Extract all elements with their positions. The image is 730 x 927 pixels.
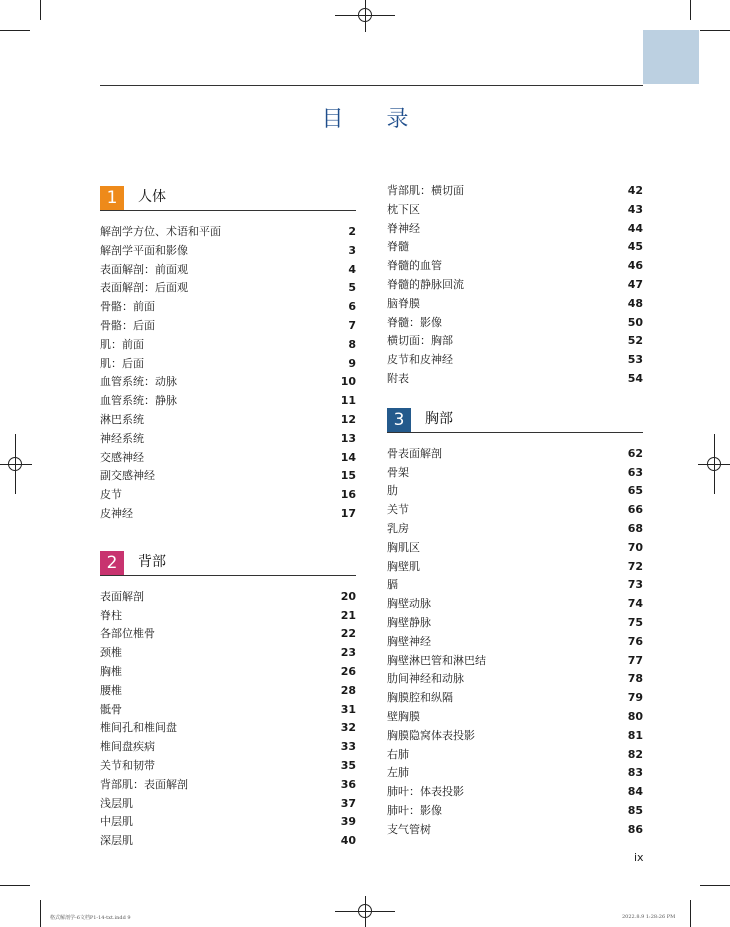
chapter-color-tab — [643, 30, 699, 84]
toc-entry-page: 10 — [340, 375, 356, 389]
toc-entry-label: 关节 — [387, 503, 409, 517]
toc-entry-page: 15 — [340, 469, 356, 483]
toc-entry-page: 13 — [340, 431, 356, 445]
section-2 — [100, 547, 356, 851]
toc-entry-page: 82 — [627, 747, 643, 761]
toc-entry[interactable] — [387, 576, 643, 595]
toc-entry-label: 中层肌 — [100, 815, 133, 829]
toc-entry-label: 皮节和皮神经 — [387, 353, 453, 367]
toc-entry[interactable] — [100, 392, 356, 411]
page-title: 目 录 — [321, 107, 427, 132]
toc-entry[interactable] — [387, 332, 643, 351]
toc-entry-label: 皮节 — [100, 488, 122, 502]
toc-entry-label: 腰椎 — [100, 683, 122, 697]
toc-entry[interactable] — [100, 373, 356, 392]
toc-entry-label: 肌：后面 — [100, 356, 144, 370]
toc-entry[interactable] — [387, 520, 643, 539]
toc-entry-page: 85 — [627, 803, 643, 817]
toc-entry-label: 脑脊膜 — [387, 296, 420, 310]
toc-entry[interactable] — [100, 663, 356, 682]
toc-entry-label: 骨表面解剖 — [387, 446, 442, 460]
toc-entry-page: 73 — [627, 578, 643, 592]
toc-entry[interactable] — [387, 633, 643, 652]
toc-entry-label: 各部位椎骨 — [100, 627, 155, 641]
toc-entry-page: 9 — [348, 356, 356, 370]
toc-entry[interactable] — [387, 370, 643, 389]
toc-entry[interactable] — [100, 644, 356, 663]
toc-entry[interactable] — [100, 795, 356, 814]
toc-entry-page: 28 — [340, 683, 356, 697]
toc-entry-page: 39 — [340, 815, 356, 829]
toc-entry-label: 背部肌：表面解剖 — [100, 777, 188, 791]
toc-entry-page: 65 — [627, 484, 643, 498]
toc-entry[interactable] — [387, 652, 643, 671]
toc-entry[interactable] — [100, 449, 356, 468]
toc-entry-label: 胸椎 — [100, 664, 122, 678]
toc-entry-label: 血管系统：静脉 — [100, 394, 177, 408]
toc-entry-label: 脊柱 — [100, 608, 122, 622]
toc-entry-label: 交感神经 — [100, 450, 144, 464]
toc-entry-page: 74 — [627, 597, 643, 611]
toc-entry-page: 77 — [627, 653, 643, 667]
toc-list — [387, 445, 643, 840]
toc-entry[interactable] — [387, 783, 643, 802]
toc-entry-label: 脊神经 — [387, 221, 420, 235]
toc-entry-label: 椎间孔和椎间盘 — [100, 721, 177, 735]
toc-entry-page: 31 — [340, 702, 356, 716]
toc-entry-label: 淋巴系统 — [100, 412, 144, 426]
toc-entry[interactable] — [387, 558, 643, 577]
toc-entry-label: 骨骼：前面 — [100, 300, 155, 314]
toc-entry-label: 脊髓 — [387, 240, 409, 254]
toc-entry[interactable] — [100, 813, 356, 832]
toc-entry[interactable] — [387, 501, 643, 520]
toc-entry-page: 84 — [627, 785, 643, 799]
toc-entry[interactable] — [387, 464, 643, 483]
toc-entry-label: 副交感神经 — [100, 469, 155, 483]
toc-entry-label: 颈椎 — [100, 646, 122, 660]
toc-entry[interactable] — [100, 682, 356, 701]
toc-entry[interactable] — [100, 701, 356, 720]
toc-entry-page: 14 — [340, 450, 356, 464]
toc-entry[interactable] — [100, 588, 356, 607]
toc-entry[interactable] — [100, 625, 356, 644]
toc-entry-page: 16 — [340, 488, 356, 502]
toc-entry[interactable] — [387, 182, 643, 201]
toc-entry-page: 52 — [627, 334, 643, 348]
toc-entry[interactable] — [100, 336, 356, 355]
section-title: 人体 — [138, 189, 166, 205]
toc-entry[interactable] — [387, 295, 643, 314]
toc-entry-label: 血管系统：动脉 — [100, 375, 177, 389]
toc-entry-label: 横切面：胸部 — [387, 334, 453, 348]
toc-entry-page: 76 — [627, 634, 643, 648]
section-number-badge: 2 — [100, 551, 124, 575]
toc-list-continued — [387, 182, 643, 389]
toc-entry-page: 63 — [627, 465, 643, 479]
toc-entry-label: 左肺 — [387, 766, 409, 780]
section-number-badge: 1 — [100, 186, 124, 210]
toc-entry-page: 48 — [627, 296, 643, 310]
toc-entry-page: 32 — [340, 721, 356, 735]
toc-entry-label: 胸壁动脉 — [387, 597, 431, 611]
toc-entry-label: 壁胸膜 — [387, 709, 420, 723]
toc-entry[interactable] — [387, 821, 643, 840]
toc-entry-page: 36 — [340, 777, 356, 791]
toc-entry-page: 80 — [627, 709, 643, 723]
toc-entry-label: 肌：前面 — [100, 337, 144, 351]
toc-entry-page: 6 — [348, 300, 356, 314]
toc-entry-page: 21 — [340, 608, 356, 622]
toc-entry-page: 26 — [340, 664, 356, 678]
toc-list — [100, 588, 356, 851]
section-title: 背部 — [138, 553, 166, 570]
toc-entry-label: 胸壁静脉 — [387, 615, 431, 629]
toc-entry[interactable] — [387, 238, 643, 257]
toc-entry[interactable] — [387, 445, 643, 464]
toc-entry-page: 81 — [627, 728, 643, 742]
toc-entry[interactable] — [387, 201, 643, 220]
toc-entry-label: 皮神经 — [100, 506, 133, 520]
toc-entry-label: 神经系统 — [100, 431, 144, 445]
section-header — [100, 547, 356, 576]
toc-entry-page: 42 — [627, 184, 643, 197]
section-title: 胸部 — [425, 410, 453, 427]
toc-entry-page: 50 — [627, 315, 643, 329]
toc-entry[interactable] — [387, 802, 643, 821]
toc-entry-page: 43 — [627, 202, 643, 216]
toc-entry-page: 37 — [340, 796, 356, 810]
toc-entry-label: 表面解剖 — [100, 589, 144, 603]
toc-entry-label: 肺叶：体表投影 — [387, 785, 464, 799]
section-header — [100, 182, 356, 211]
toc-entry-page: 78 — [627, 672, 643, 686]
toc-entry[interactable] — [100, 242, 356, 261]
toc-entry-label: 浅层肌 — [100, 796, 133, 810]
toc-entry-page: 53 — [627, 353, 643, 367]
toc-list — [100, 223, 356, 524]
toc-entry-label: 胸膜腔和纵隔 — [387, 691, 453, 705]
toc-entry-page: 79 — [627, 691, 643, 705]
toc-entry[interactable] — [387, 746, 643, 765]
toc-entry[interactable] — [100, 317, 356, 336]
toc-entry[interactable] — [387, 764, 643, 783]
toc-entry-label: 骶骨 — [100, 702, 122, 716]
toc-entry-page: 17 — [340, 506, 356, 520]
toc-entry-label: 胸壁神经 — [387, 634, 431, 648]
toc-entry-page: 7 — [348, 318, 356, 332]
toc-entry[interactable] — [387, 257, 643, 276]
toc-entry[interactable] — [387, 670, 643, 689]
toc-entry-label: 深层肌 — [100, 834, 133, 848]
toc-entry-label: 胸壁肌 — [387, 559, 420, 573]
section-1 — [100, 182, 356, 524]
toc-entry-label: 骨骼：后面 — [100, 318, 155, 332]
toc-entry-page: 62 — [627, 446, 643, 460]
toc-entry-page: 68 — [627, 521, 643, 535]
print-slug-right: 2022.8.9 1:28:26 PM — [622, 914, 676, 920]
toc-entry-page: 47 — [627, 277, 643, 291]
toc-entry[interactable] — [100, 411, 356, 430]
toc-entry-page: 3 — [348, 243, 356, 257]
section-3 — [387, 404, 643, 840]
toc-entry[interactable] — [387, 314, 643, 333]
toc-entry-label: 肋间神经和动脉 — [387, 672, 464, 686]
toc-entry[interactable] — [387, 595, 643, 614]
toc-entry[interactable] — [387, 708, 643, 727]
toc-entry-label: 脊髓的静脉回流 — [387, 277, 464, 291]
toc-entry-page: 33 — [340, 740, 356, 754]
toc-entry[interactable] — [100, 298, 356, 317]
toc-entry-label: 右肺 — [387, 747, 409, 761]
toc-entry-page: 83 — [627, 766, 643, 780]
toc-entry-label: 背部肌：横切面 — [387, 184, 464, 197]
toc-entry-page: 72 — [627, 559, 643, 573]
toc-entry[interactable] — [100, 486, 356, 505]
toc-entry-page: 2 — [348, 225, 356, 238]
toc-entry-label: 枕下区 — [387, 202, 420, 216]
toc-entry-page: 44 — [627, 221, 643, 235]
toc-left-column — [100, 182, 356, 851]
toc-entry-page: 40 — [340, 834, 356, 848]
toc-entry-label: 解剖学方位、术语和平面 — [100, 225, 221, 238]
toc-entry-page: 5 — [348, 281, 356, 295]
toc-entry-page: 12 — [340, 412, 356, 426]
toc-entry-page: 45 — [627, 240, 643, 254]
toc-entry-label: 脊髓的血管 — [387, 259, 442, 273]
toc-entry[interactable] — [387, 689, 643, 708]
toc-entry-page: 20 — [340, 589, 356, 603]
toc-entry-page: 4 — [348, 262, 356, 276]
print-slug-left: 格式解剖学-6文档P1-14-txt.indd 9 — [50, 915, 131, 921]
toc-entry[interactable] — [100, 832, 356, 851]
section-header — [387, 404, 643, 433]
toc-entry[interactable] — [387, 351, 643, 370]
toc-entry-label: 椎间盘疾病 — [100, 740, 155, 754]
toc-entry-label: 胸膜隐窝体表投影 — [387, 728, 475, 742]
toc-entry[interactable] — [100, 430, 356, 449]
toc-entry-page: 11 — [340, 394, 356, 408]
toc-entry-page: 66 — [627, 503, 643, 517]
toc-entry-label: 脊髓：影像 — [387, 315, 442, 329]
toc-entry-label: 支气管树 — [387, 822, 431, 836]
toc-entry[interactable] — [100, 757, 356, 776]
toc-entry[interactable] — [100, 607, 356, 626]
toc-entry-page: 54 — [627, 371, 643, 385]
toc-entry-label: 表面解剖：后面观 — [100, 281, 188, 295]
toc-entry[interactable] — [100, 355, 356, 374]
toc-entry-label: 肋 — [387, 484, 398, 498]
toc-entry-page: 8 — [348, 337, 356, 351]
toc-entry-label: 关节和韧带 — [100, 758, 155, 772]
toc-entry[interactable] — [100, 776, 356, 795]
toc-entry-page: 75 — [627, 615, 643, 629]
toc-entry-page: 70 — [627, 540, 643, 554]
toc-entry[interactable] — [387, 727, 643, 746]
toc-entry-label: 骨架 — [387, 465, 409, 479]
toc-entry-page: 86 — [627, 822, 643, 836]
toc-entry-label: 解剖学平面和影像 — [100, 243, 188, 257]
toc-right-column — [387, 182, 643, 840]
toc-entry[interactable] — [387, 614, 643, 633]
toc-entry-page: 35 — [340, 758, 356, 772]
toc-entry[interactable] — [100, 223, 356, 242]
toc-entry[interactable] — [387, 276, 643, 295]
toc-entry-label: 肺叶：影像 — [387, 803, 442, 817]
toc-entry[interactable] — [100, 738, 356, 757]
toc-entry-page: 23 — [340, 646, 356, 660]
toc-entry-label: 附表 — [387, 371, 409, 385]
toc-entry-label: 乳房 — [387, 521, 409, 535]
toc-entry-label: 膈 — [387, 578, 398, 592]
toc-entry-label: 胸肌区 — [387, 540, 420, 554]
toc-entry-label: 胸壁淋巴管和淋巴结 — [387, 653, 486, 667]
toc-entry[interactable] — [100, 505, 356, 524]
toc-entry[interactable] — [387, 220, 643, 239]
toc-entry-page: 46 — [627, 259, 643, 273]
toc-entry-page: 22 — [340, 627, 356, 641]
toc-entry[interactable] — [387, 482, 643, 501]
toc-entry[interactable] — [100, 261, 356, 280]
toc-entry[interactable] — [100, 719, 356, 738]
toc-entry[interactable] — [387, 539, 643, 558]
page-number: ix — [634, 851, 644, 864]
toc-entry[interactable] — [100, 467, 356, 486]
section-number-badge: 3 — [387, 408, 411, 432]
toc-entry-label: 表面解剖：前面观 — [100, 262, 188, 276]
toc-entry[interactable] — [100, 279, 356, 298]
header-rule — [100, 85, 643, 86]
